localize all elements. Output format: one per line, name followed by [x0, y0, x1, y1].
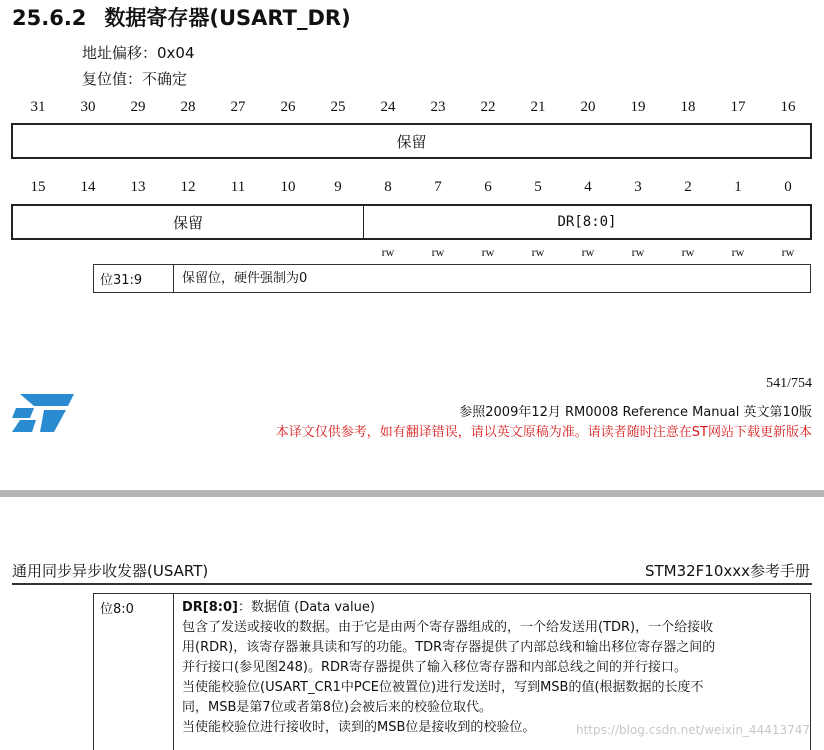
desc-field-line	[182, 598, 802, 618]
bit-number: 5	[534, 179, 542, 195]
desc-line: 当使能校验位(USART_CR1中PCE位被置位)进行发送时，写到MSB的值(根据数据的长度不	[182, 680, 704, 695]
bit-number: 25	[330, 99, 346, 115]
register-row-upper	[11, 123, 812, 159]
desc-text-31-9: 保留位，硬件强制为0	[182, 271, 308, 286]
bit-number: 16	[780, 99, 796, 115]
bit-number: 6	[484, 179, 492, 195]
bit-number: 0	[784, 179, 792, 195]
bit-number: 26	[280, 99, 296, 115]
bit-number: 13	[130, 179, 146, 195]
bit-number: 12	[180, 179, 196, 195]
desc-line: 当使能校验位进行接收时，读到的MSB位是接收到的校验位。	[182, 720, 536, 735]
dr-field: DR[8:0]	[557, 214, 617, 230]
desc-bits-31-9: 位31:9	[94, 265, 174, 292]
bit-number: 10	[280, 179, 296, 195]
bit-number: 19	[630, 99, 646, 115]
bit-number: 8	[384, 179, 392, 195]
bit-number: 9	[334, 179, 342, 195]
desc-line: 同，MSB是第7位或者第8位)会被后来的校验位取代。	[182, 700, 493, 715]
bit-number: 17	[730, 99, 746, 115]
bit-number: 21	[530, 99, 546, 115]
bit-number: 18	[680, 99, 696, 115]
bit-number: 23	[430, 99, 446, 115]
reset-value: 复位值：不确定	[82, 70, 188, 88]
access-type-label: rw	[531, 245, 545, 259]
desc-field-name: DR[8:0]	[182, 600, 238, 615]
bit-number: 1	[734, 179, 742, 195]
bit-number: 28	[180, 99, 196, 115]
desc-line: 包含了发送或接收的数据。由于它是由两个寄存器组成的，一个给发送用(TDR)，一个给接收	[182, 620, 714, 635]
header-rule	[12, 583, 812, 585]
bit-number: 27	[230, 99, 246, 115]
bit-number: 14	[80, 179, 96, 195]
bit-number: 4	[584, 179, 592, 195]
desc-bits-8-0: 位8:0	[94, 594, 174, 750]
manual-header: STM32F10xxx参考手册	[644, 562, 810, 580]
register-row-lower	[11, 204, 812, 240]
access-type-label: rw	[581, 245, 595, 259]
bit-number: 29	[130, 99, 146, 115]
bit-number: 20	[580, 99, 596, 115]
section-title	[12, 2, 351, 32]
access-type-label: rw	[481, 245, 495, 259]
bit-number: 22	[480, 99, 496, 115]
page-number: 541/754	[766, 376, 812, 391]
access-type-label: rw	[631, 245, 645, 259]
access-type-label: rw	[681, 245, 695, 259]
bit-number: 15	[30, 179, 46, 195]
access-type-label: rw	[431, 245, 445, 259]
access-type-label: rw	[381, 245, 395, 259]
bit-number: 2	[684, 179, 692, 195]
access-type-label: rw	[781, 245, 795, 259]
section-number: 25.6.2	[12, 6, 87, 30]
page-separator	[0, 490, 824, 497]
translation-disclaimer: 本译文仅供参考，如有翻译错误，请以英文原稿为准。请读者随时注意在ST网站下载更新版本	[275, 425, 812, 440]
bit-number: 7	[434, 179, 442, 195]
bit-description-31-9	[93, 264, 811, 293]
bit-number: 31	[30, 99, 46, 115]
address-offset: 地址偏移：0x04	[82, 44, 195, 62]
bit-number: 24	[380, 99, 396, 115]
desc-line: 用(RDR)，该寄存器兼具读和写的功能。TDR寄存器提供了内部总线和输出移位寄存器之间的	[182, 640, 716, 655]
chapter-header: 通用同步异步收发器(USART)	[12, 562, 209, 580]
st-logo	[10, 392, 76, 434]
bit-number: 30	[80, 99, 96, 115]
section-title-text: 数据寄存器(USART_DR)	[104, 6, 351, 30]
desc-field-desc: ：数据值 (Data value)	[237, 600, 375, 615]
watermark-url: https://blog.csdn.net/weixin_44413747	[575, 723, 810, 737]
access-type-label: rw	[731, 245, 745, 259]
desc-line: 并行接口(参见图248)。RDR寄存器提供了输入移位寄存器和内部总线之间的并行接口。	[182, 660, 688, 675]
reference-note: 参照2009年12月 RM0008 Reference Manual 英文第10版	[459, 405, 812, 420]
bit-number: 3	[634, 179, 642, 195]
bit-number: 11	[230, 179, 246, 195]
reserved-lower: 保留	[13, 206, 364, 238]
reserved-upper: 保留	[396, 132, 427, 151]
